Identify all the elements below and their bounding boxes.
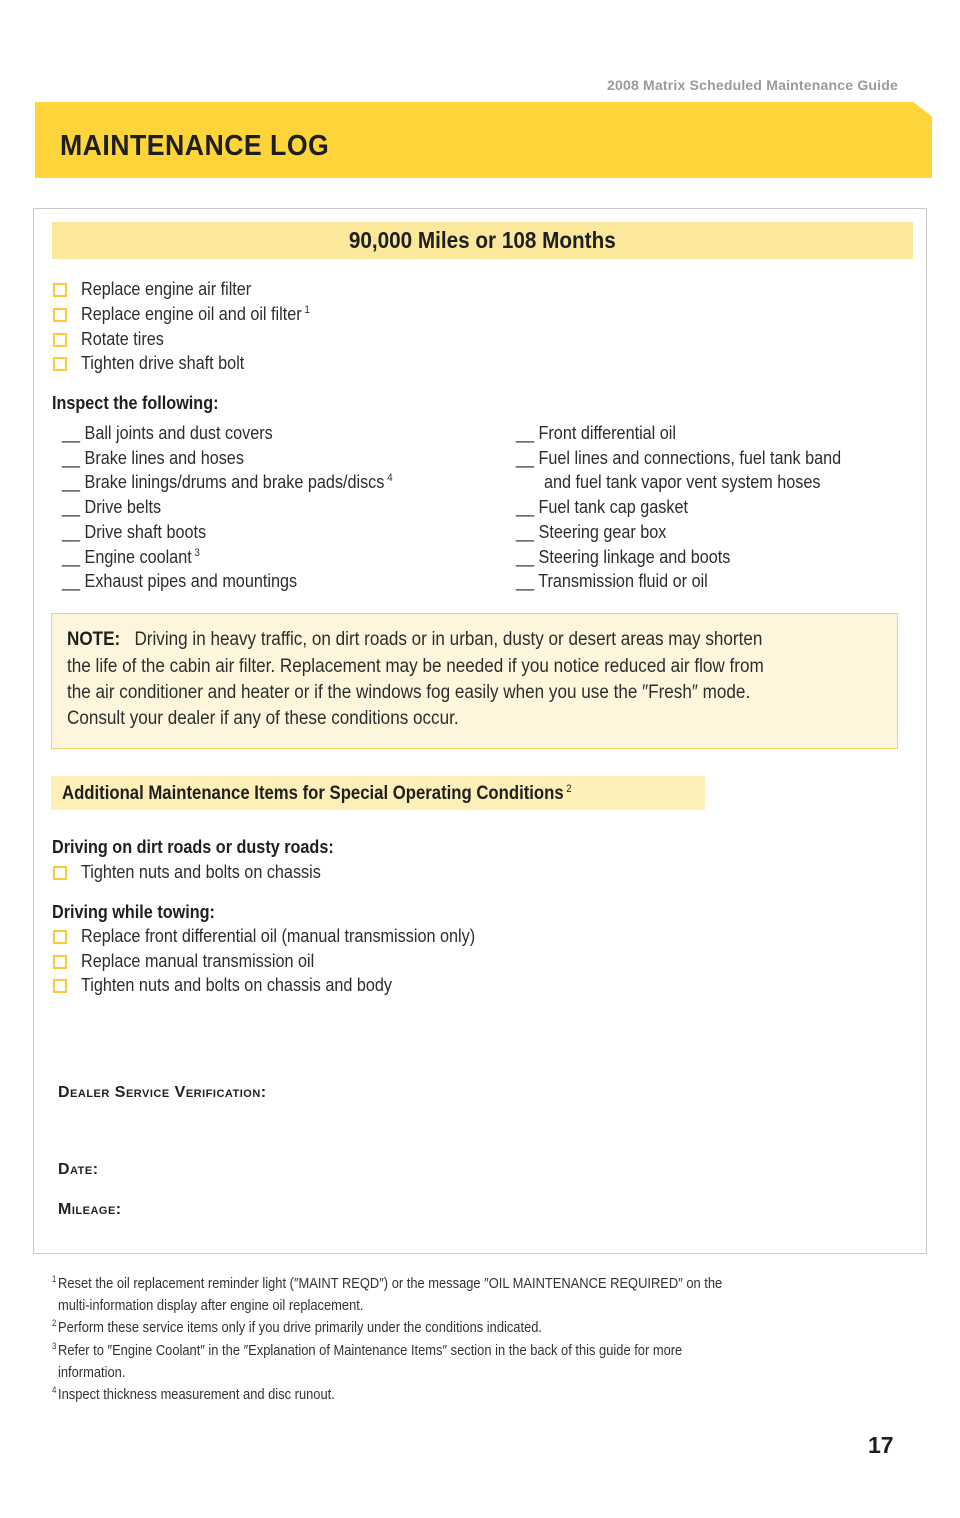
checkbox[interactable] xyxy=(53,866,67,880)
note-line: NOTE: Driving in heavy traffic, on dirt roads or in urban, dusty or desert areas may shorten xyxy=(67,629,763,650)
inspect-item: __ Steering linkage and boots xyxy=(516,547,731,567)
checkbox[interactable] xyxy=(53,333,67,347)
checkbox[interactable] xyxy=(53,979,67,993)
towing-heading: Driving while towing: xyxy=(52,902,215,922)
inspect-heading: Inspect the following: xyxy=(52,393,219,413)
inspect-item: __ Drive belts xyxy=(62,497,162,517)
date-label: Date: xyxy=(58,1161,99,1178)
checkbox[interactable] xyxy=(53,308,67,322)
inspect-item: __ Front differential oil xyxy=(516,423,677,443)
checklist-item: Rotate tires xyxy=(81,329,164,349)
note-line: the air conditioner and heater or if the windows fog easily when you use the ″Fresh″ mode. xyxy=(67,682,751,703)
inspect-item: __ Fuel lines and connections, fuel tank band xyxy=(516,448,842,468)
inspect-item: __ Fuel tank cap gasket xyxy=(516,497,689,517)
footnote-continued: information. xyxy=(58,1364,126,1381)
inspect-item: __ Transmission fluid or oil xyxy=(516,571,708,591)
inspect-item: __ Exhaust pipes and mountings xyxy=(62,571,298,591)
checkbox[interactable] xyxy=(53,283,67,297)
inspect-item: __ Brake linings/drums and brake pads/discs $^4$ xyxy=(62,472,393,492)
inspect-item: __ Ball joints and dust covers xyxy=(62,423,273,443)
note-line: the life of the cabin air filter. Replacement may be needed if you notice reduced air flow from xyxy=(67,656,764,677)
guide-title: 2008 Matrix Scheduled Maintenance Guide xyxy=(607,77,898,93)
footnote: $^2$ Perform these service items only if you drive primarily under the conditions indicated. xyxy=(52,1318,542,1336)
checklist-item: Replace engine oil and oil filter $^1$ xyxy=(81,304,310,324)
checkbox[interactable] xyxy=(53,955,67,969)
checklist-item: Tighten nuts and bolts on chassis and body xyxy=(81,975,393,995)
checkbox[interactable] xyxy=(53,930,67,944)
interval-title: 90,000 Miles or 108 Months xyxy=(349,227,616,253)
inspect-item-continued: and fuel tank vapor vent system hoses xyxy=(544,472,821,492)
checkbox[interactable] xyxy=(53,357,67,371)
footnote-continued: multi-information display after engine oil replacement. xyxy=(58,1297,364,1314)
interval-bar xyxy=(52,222,913,259)
footnote: $^4$ Inspect thickness measurement and disc runout. xyxy=(52,1385,335,1403)
inspect-item: __ Steering gear box xyxy=(516,522,667,542)
checklist-item: Replace manual transmission oil xyxy=(81,951,315,971)
page-title: MAINTENANCE LOG xyxy=(60,130,330,162)
special-conditions-title: Additional Maintenance Items for Special Operating Conditions $^2$ xyxy=(62,782,572,804)
dealer-verification-label: Dealer Service Verification: xyxy=(58,1084,267,1101)
note-label: NOTE: xyxy=(67,629,121,650)
inspect-item: __ Engine coolant $^3$ xyxy=(62,547,200,567)
footnote: $^1$ Reset the oil replacement reminder light (″MAINT REQD″) or the message ″OIL MAINTENANCE REQUIRED″ on the xyxy=(52,1274,723,1292)
checklist-item: Tighten drive shaft bolt xyxy=(81,353,245,373)
dirt-roads-heading: Driving on dirt roads or dusty roads: xyxy=(52,837,334,857)
mileage-label: Mileage: xyxy=(58,1201,122,1218)
note-line: Consult your dealer if any of these conditions occur. xyxy=(67,708,459,729)
checklist-item: Replace front differential oil (manual transmission only) xyxy=(81,926,476,946)
inspect-item: __ Drive shaft boots xyxy=(62,522,207,542)
inspect-item: __ Brake lines and hoses xyxy=(62,448,244,468)
checklist-item: Tighten nuts and bolts on chassis xyxy=(81,862,321,882)
page-number: 17 xyxy=(868,1432,894,1458)
checklist-item: Replace engine air filter xyxy=(81,279,252,299)
footnote: $^3$ Refer to ″Engine Coolant″ in the ″Explanation of Maintenance Items″ section in the back of this guide for more xyxy=(52,1341,683,1359)
